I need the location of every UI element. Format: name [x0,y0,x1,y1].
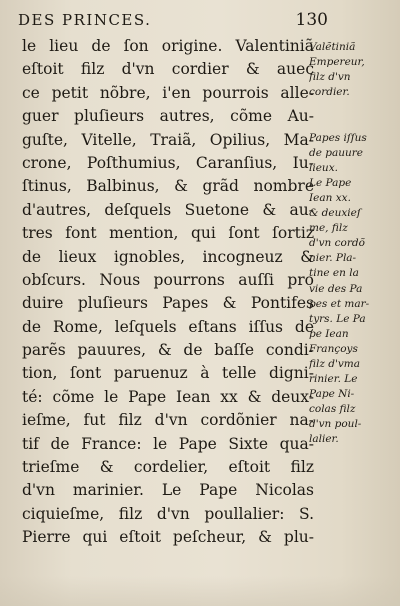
margin-note-line: de pauure [309,146,364,159]
page-number: 130 [295,10,328,30]
margin-note-line: tine en la [309,267,359,280]
text-line: obſcurs. Nous pourrons auſſi pro [22,270,314,289]
text-line: eſtoit filz d'vn cordier & auec [22,60,314,79]
margin-note-line: me, filz [309,222,348,235]
margin-note-line: filz d'vma [309,357,360,370]
text-line: ce petit nõbre, i'en pourrois alle- [22,83,314,102]
text-line: guer pluſieurs autres, cõme Au- [22,107,314,126]
running-header [18,10,348,30]
text-line: de lieux ignobles, incogneuz & [22,247,314,266]
margin-note-line: tyrs. Le Pa [309,312,366,325]
margin-note-line: colas filz [309,403,356,416]
text-line: tif de France: le Pape Sixte qua- [22,434,314,453]
text-line: tres font mention, qui ſont ſortiz [22,224,314,243]
text-line: de Rome, leſquels eſtans iſſus de [22,317,314,336]
margin-note-line: rinier. Le [309,373,358,386]
text-line: ieſme, fut filz d'vn cordõnier na- [22,411,314,430]
margin-note-line: pes et mar- [309,297,370,310]
margin-note-line: nier. Pla- [309,252,357,265]
margin-note-line: filz d'vn [309,71,351,84]
margin-note-spacer [309,115,397,130]
margin-note-line: Empereur, [309,56,365,69]
text-line: d'autres, deſquels Suetone & au- [22,200,314,219]
margin-note-line: Le Pape [309,176,352,189]
margin-note-spacer [309,100,397,115]
margin-note-line: d'vn cordõ [309,237,365,250]
text-line: d'vn marinier. Le Pape Nicolas [22,481,314,500]
text-line: crone, Poſthumius, Caranſius, Iu- [22,153,314,172]
text-line: trieſme & cordelier, eſtoit filz [22,458,314,477]
marginal-notes [309,40,397,448]
margin-note-line: lieux. [309,161,338,174]
text-line: le lieu de ſon origine. Valentiniã [22,37,314,55]
margin-note-line: Pape Ni- [309,388,355,401]
main-text-block [22,35,314,550]
text-line: duire pluſieurs Papes & Pontifes [22,294,314,313]
margin-note-line: pe Iean [309,327,349,340]
margin-note-line: lalier. [309,433,339,446]
margin-note-line: Papes iſſus [309,131,367,144]
margin-note-line: Valẽtiniã [309,41,356,53]
margin-note-line: d'vn poul- [309,418,362,431]
page-edge-shading [0,576,400,606]
text-line: Pierre qui eſtoit peſcheur, & plu- [22,528,314,547]
text-line: ſtinus, Balbinus, & grãd nombre [22,177,314,196]
text-line: té: cõme le Pape Iean xx & deux- [22,387,314,406]
margin-note-line: Iean xx. [309,191,351,204]
running-title: DES PRINCES. [18,11,152,29]
text-line: ciquieſme, filz d'vn poullalier: S. [22,504,314,523]
margin-note-line: cordier. [309,86,350,99]
margin-note-line: & deuxieſ [309,207,361,220]
margin-note-line: vie des Pa [309,282,363,295]
text-line: guſte, Vitelle, Traiã, Opilius, Ma- [22,130,314,149]
text-line: tion, ſont paruenuz à telle digni- [22,364,314,383]
margin-note-line: Françoys [309,342,358,355]
text-line: parẽs pauures, & de baſſe condi- [22,341,314,360]
